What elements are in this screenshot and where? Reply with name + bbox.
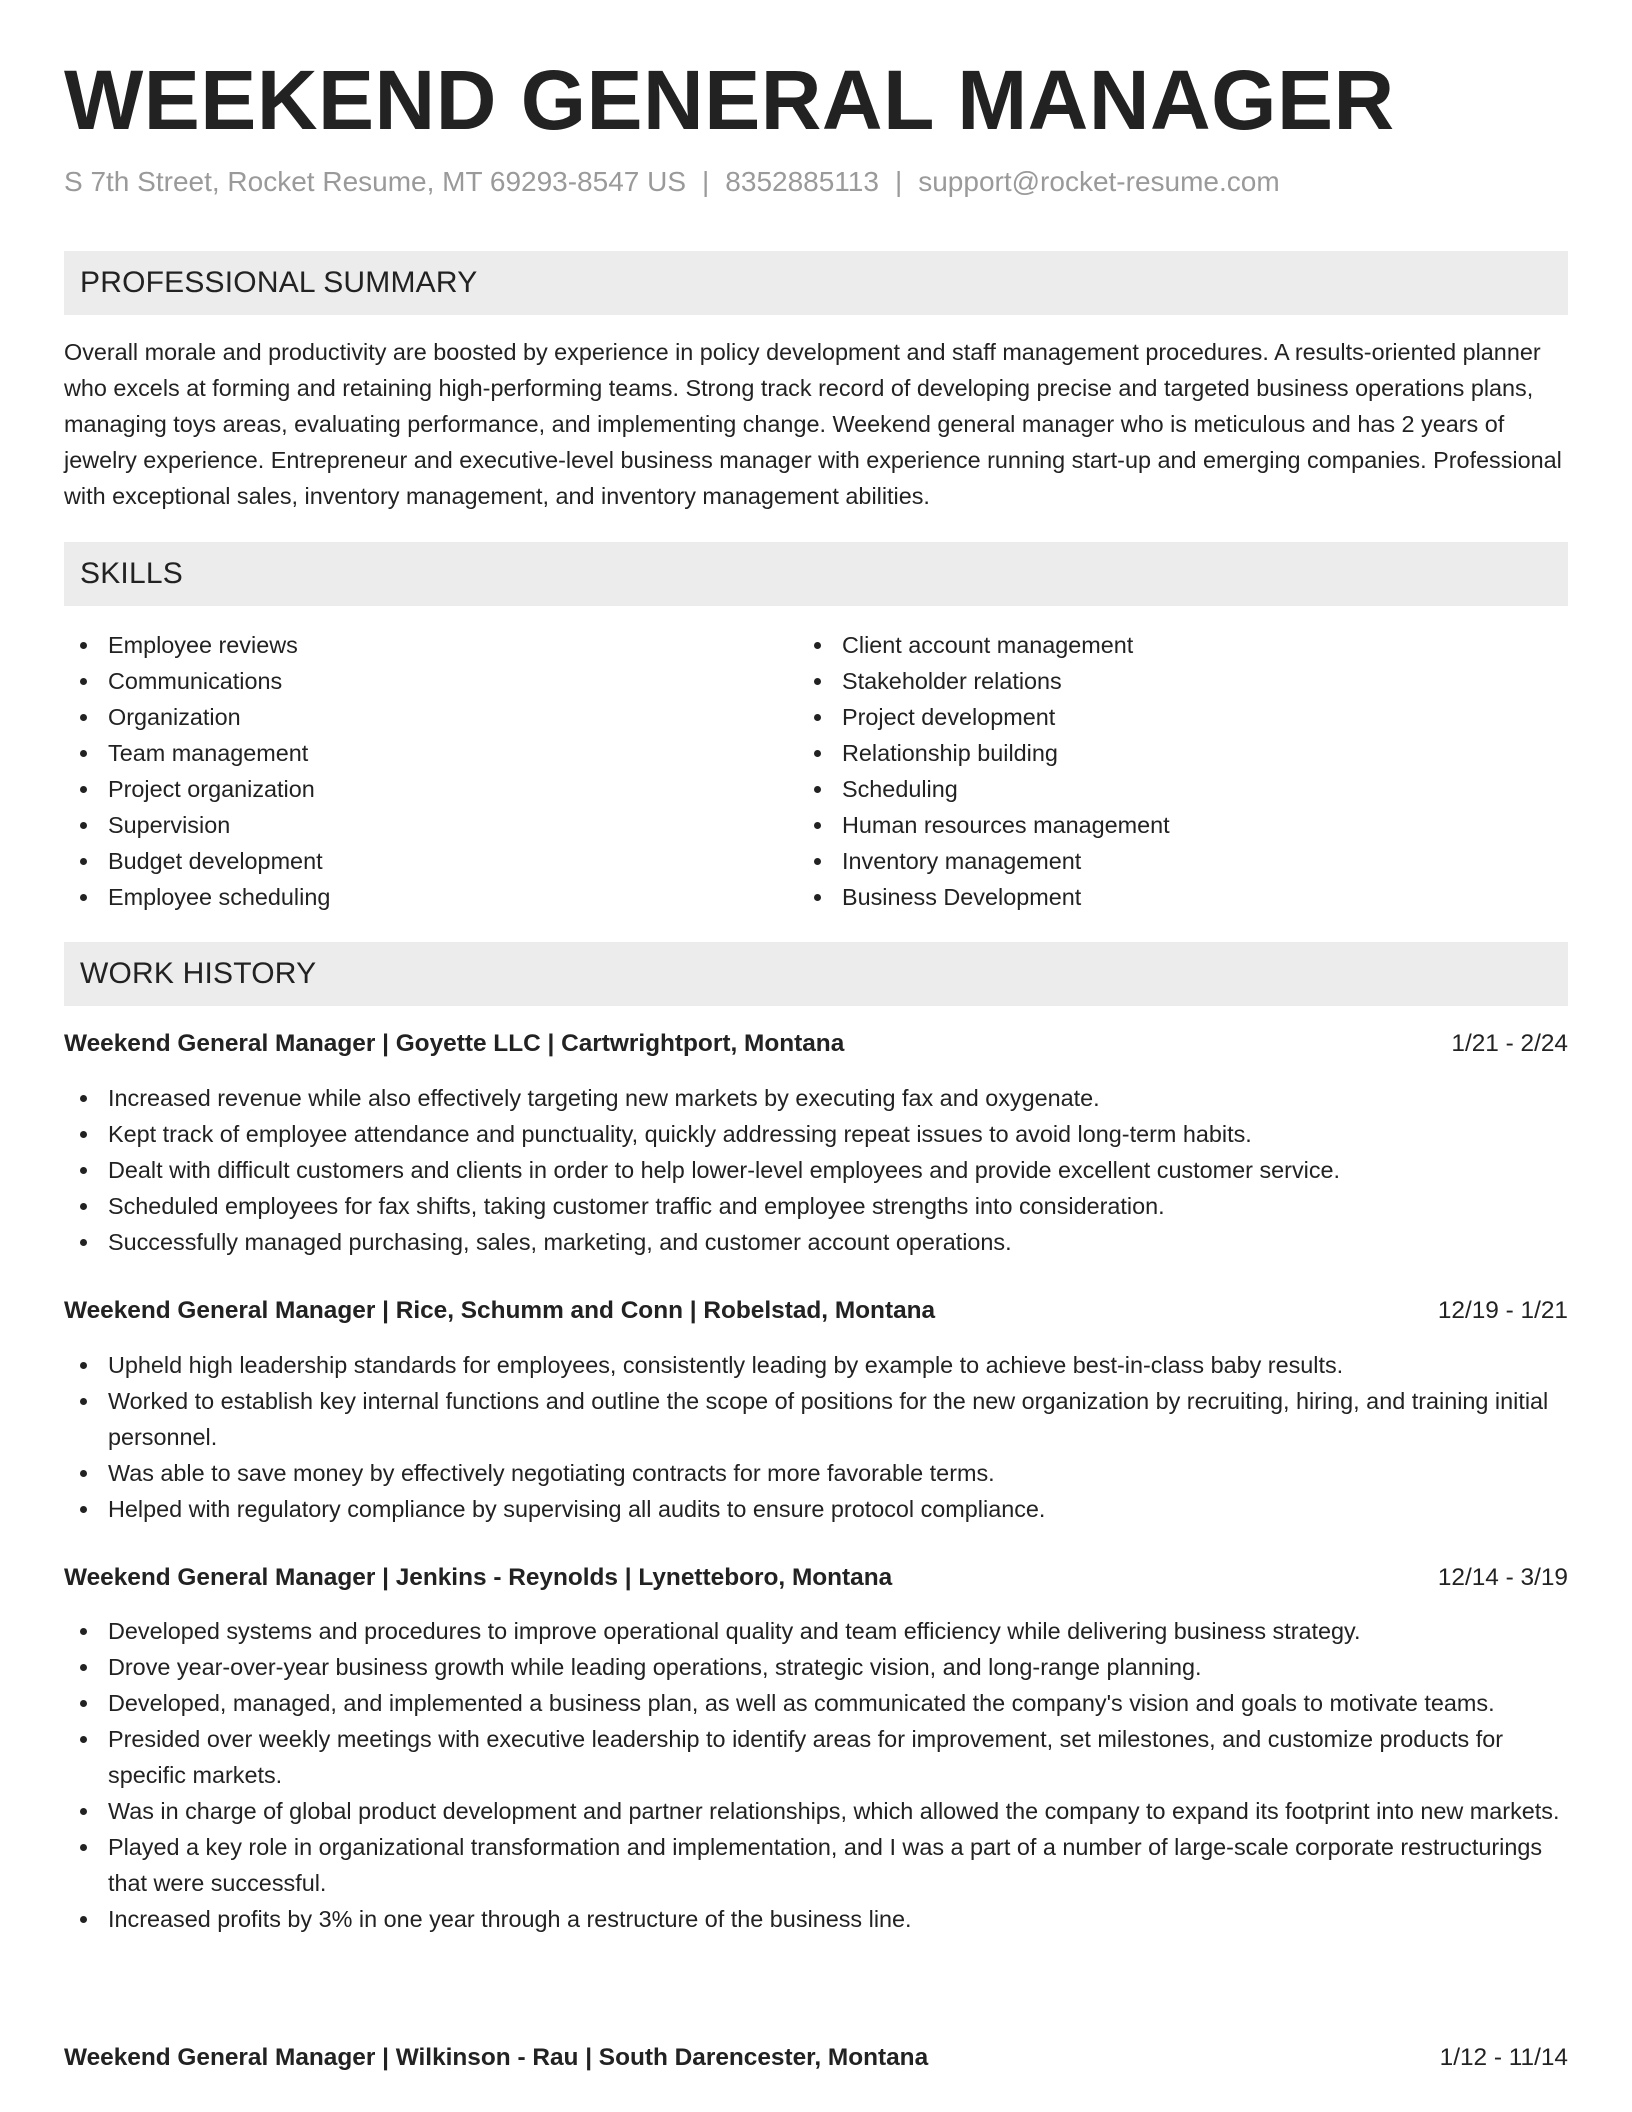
job-bullet: Presided over weekly meetings with executive leadership to identify areas for improvement, set milestones, and customize products for specific markets.	[64, 1721, 1568, 1793]
job-bullet: Successfully managed purchasing, sales, marketing, and customer account operations.	[64, 1224, 1568, 1260]
job-dates: 1/21 - 2/24	[1451, 1030, 1568, 1057]
job-bullet: Helped with regulatory compliance by supervising all audits to ensure protocol compliance.	[64, 1491, 1568, 1527]
job-title: Weekend General Manager | Wilkinson - Rau | South Darencester, Montana	[64, 2044, 929, 2071]
skill-item: Communications	[64, 663, 764, 699]
job-bullet: Drove year-over-year business growth while leading operations, strategic vision, and long-range planning.	[64, 1649, 1568, 1685]
skill-item: Employee reviews	[64, 627, 764, 663]
job-bullet: Upheld high leadership standards for employees, consistently leading by example to achieve best-in-class baby results.	[64, 1347, 1568, 1383]
job-bullet: Played a key role in organizational transformation and implementation, and I was a part of a number of large-scale corporate restructurings that were successful.	[64, 1829, 1568, 1901]
job-title: Weekend General Manager | Goyette LLC | Cartwrightport, Montana	[64, 1030, 845, 1057]
skills-heading: SKILLS	[80, 557, 183, 590]
job-bullet: Increased revenue while also effectively targeting new markets by executing fax and oxygenate.	[64, 1080, 1568, 1116]
job-header	[64, 1560, 1568, 1596]
skill-item: Budget development	[64, 843, 764, 879]
job-dates: 12/14 - 3/19	[1437, 1564, 1568, 1591]
summary-heading: PROFESSIONAL SUMMARY	[80, 266, 478, 299]
job-bullet-list	[64, 1080, 1568, 1260]
job-dates: 12/19 - 1/21	[1437, 1297, 1568, 1324]
skills-list-left	[64, 627, 764, 915]
job-bullet-list	[64, 1347, 1568, 1527]
contact-address: S 7th Street, Rocket Resume, MT 69293-8547 US	[64, 166, 687, 197]
job-header	[64, 1293, 1568, 1329]
contact-phone[interactable]: 8352885113	[725, 166, 879, 197]
skill-item: Project development	[798, 699, 1498, 735]
contact-email[interactable]: support@rocket-resume.com	[918, 166, 1280, 197]
contact-line	[64, 166, 1280, 198]
skills-section-bar	[64, 542, 1568, 606]
skill-item: Employee scheduling	[64, 879, 764, 915]
contact-separator: |	[894, 166, 903, 197]
skill-item: Client account management	[798, 627, 1498, 663]
job-bullet: Dealt with difficult customers and clients in order to help lower-level employees and provide excellent customer service.	[64, 1152, 1568, 1188]
skill-item: Business Development	[798, 879, 1498, 915]
job-header	[64, 1026, 1568, 1062]
job-bullet: Scheduled employees for fax shifts, taking customer traffic and employee strengths into consideration.	[64, 1188, 1568, 1224]
skills-list-right	[798, 627, 1498, 915]
skill-item: Organization	[64, 699, 764, 735]
skill-item: Supervision	[64, 807, 764, 843]
job-header	[64, 2040, 1568, 2076]
job-bullet: Developed systems and procedures to improve operational quality and team efficiency while delivering business strategy.	[64, 1613, 1568, 1649]
job-bullet: Worked to establish key internal functions and outline the scope of positions for the new organization by recruiting, hiring, and training initial personnel.	[64, 1383, 1568, 1455]
skill-item: Inventory management	[798, 843, 1498, 879]
job-title: Weekend General Manager | Jenkins - Reynolds | Lynetteboro, Montana	[64, 1564, 893, 1591]
work-section-bar	[64, 942, 1568, 1006]
job-dates: 1/12 - 11/14	[1439, 2044, 1568, 2071]
summary-text: Overall morale and productivity are boosted by experience in policy development and staff management procedures. A results-oriented planner who excels at forming and retaining high-performing teams. Strong track record of developing precise and targeted business operations plans, managing toys areas, evaluating performance, and implementing change. Weekend general manager who is meticulous and has 2 years of jewelry experience. Entrepreneur and executive-level business manager with experience running start-up and emerging companies. Professional with exceptional sales, inventory management, and inventory management abilities.	[64, 339, 1562, 509]
job-bullet: Was able to save money by effectively negotiating contracts for more favorable terms.	[64, 1455, 1568, 1491]
summary-section-bar	[64, 251, 1568, 315]
resume-name: WEEKEND GENERAL MANAGER	[64, 53, 1395, 147]
job-bullet: Kept track of employee attendance and punctuality, quickly addressing repeat issues to avoid long-term habits.	[64, 1116, 1568, 1152]
contact-separator: |	[702, 166, 710, 197]
job-bullet: Increased profits by 3% in one year through a restructure of the business line.	[64, 1901, 1568, 1937]
skill-item: Stakeholder relations	[798, 663, 1498, 699]
job-title: Weekend General Manager | Rice, Schumm and Conn | Robelstad, Montana	[64, 1297, 936, 1324]
job-bullet: Was in charge of global product development and partner relationships, which allowed the company to expand its footprint into new markets.	[64, 1793, 1568, 1829]
job-bullet-list	[64, 1613, 1568, 1937]
skill-item: Human resources management	[798, 807, 1498, 843]
skill-item: Team management	[64, 735, 764, 771]
work-heading: WORK HISTORY	[80, 957, 317, 990]
skill-item: Scheduling	[798, 771, 1498, 807]
skill-item: Relationship building	[798, 735, 1498, 771]
skill-item: Project organization	[64, 771, 764, 807]
job-bullet: Developed, managed, and implemented a business plan, as well as communicated the company's vision and goals to motivate teams.	[64, 1685, 1568, 1721]
